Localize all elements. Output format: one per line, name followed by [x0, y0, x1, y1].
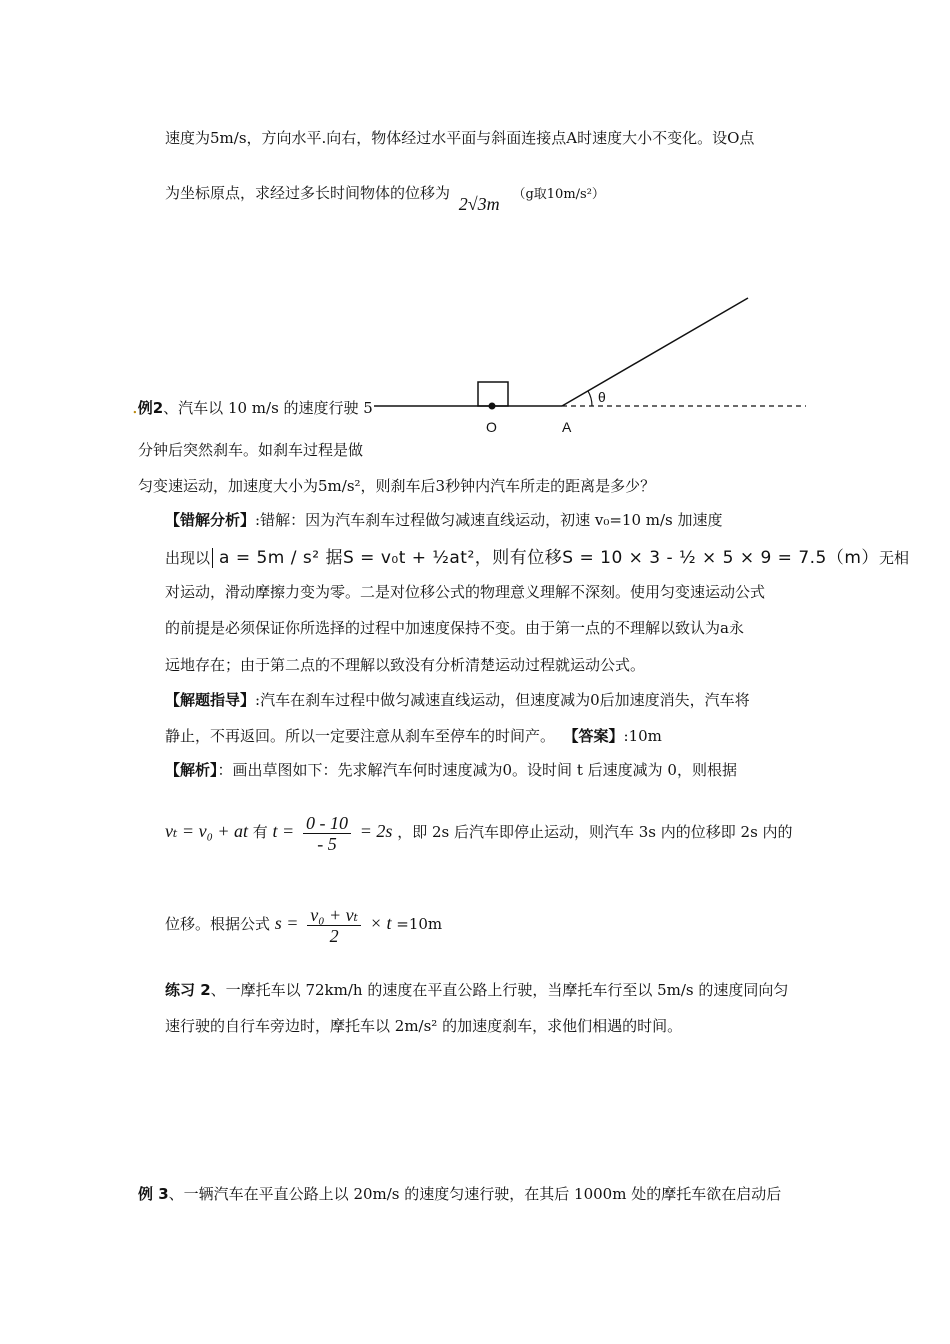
error-text: :错解：因为汽车刹车过程做匀减速直线运动，初速 v₀=10 m/s 加速度 — [255, 511, 723, 529]
analysis-line1 — [165, 760, 737, 780]
example3-text: 、一辆汽车在平直公路上以 20m/s 的速度匀速行驶，在其后 1000m 处的摩托车欲在启动后 — [168, 1185, 782, 1203]
error-analysis-line2 — [165, 540, 909, 576]
eq2-fraction — [307, 905, 361, 946]
error-analysis-line3: 对运动，滑动摩擦力变为零。二是对位移公式的物理意义理解不深刻。使用匀变速运动公式 — [165, 583, 766, 601]
eq1-mid: 有 — [252, 823, 268, 841]
error-analysis-line4: 的前提是必须保证你所选择的过程中加速度保持不变。由于第一点的不理解以致认为a永 — [165, 619, 744, 637]
example2-line1: .例2、汽车以 10 m/s 的速度行驶 5 — [132, 397, 373, 418]
eq2-denominator: 2 — [329, 925, 339, 946]
answer-text: :10m — [623, 727, 662, 745]
label-o: O — [486, 419, 497, 435]
equation-2 — [165, 898, 442, 948]
eq1-left: vₜ = v₀ + at — [165, 821, 248, 841]
point-o — [489, 403, 496, 410]
guide-line1 — [165, 690, 750, 710]
eq2-times: × t — [369, 913, 392, 933]
example3-line1 — [138, 1184, 781, 1204]
eq1-t: t = — [272, 821, 295, 841]
error-suffix: 无相 — [878, 549, 909, 567]
guide-label: 【解题指导】 — [165, 691, 256, 709]
problem1-line2 — [165, 182, 605, 214]
example2-line3: 匀变速运动，加速度大小为5m/s²，则刹车后3秒钟内汽车所走的距离是多少？ — [138, 477, 656, 495]
error-analysis-line5: 远地存在；由于第二点的不理解以致没有分析清楚运动过程就运动公式。 — [165, 656, 646, 674]
example2-line2: 分钟后突然刹车。如刹车过程是做 — [138, 441, 364, 459]
answer-label: 【答案】 — [571, 727, 624, 745]
eq2-s: s = — [274, 913, 299, 933]
error-analysis-line1 — [165, 510, 723, 530]
block — [478, 382, 508, 406]
equation-1 — [165, 806, 793, 856]
label-a: A — [562, 419, 572, 435]
eq2-numerator: v₀ + vₜ — [307, 905, 361, 926]
eq2-result: =10m — [396, 915, 443, 933]
analysis-label: 【解析】 — [165, 761, 218, 779]
practice2-title: 练习 2 — [165, 981, 211, 999]
eq1-denominator: - 5 — [317, 833, 337, 854]
guide-line2 — [165, 726, 662, 746]
problem1-note: （g取10m/s²） — [512, 187, 605, 202]
practice2-text: 、一摩托车以 72km/h 的速度在平直公路上行驶，当摩托车行至以 5m/s 的速度同向匀 — [210, 981, 789, 999]
incline-diagram — [370, 290, 820, 440]
error-label: 【错解分析】 — [165, 511, 256, 529]
eq1-numerator: 0 - 10 — [303, 813, 351, 834]
guide-text: :汽车在刹车过程中做匀减速直线运动，但速度减为0后加速度消失，汽车将 — [255, 691, 750, 709]
example3-title: 例 3 — [138, 1185, 169, 1203]
practice2-line2: 速行驶的自行车旁边时，摩托车以 2m/s² 的加速度刹车，求他们相遇的时间。 — [165, 1017, 683, 1035]
eq1-after: ，即 2s 后汽车即停止运动，则汽车 3s 内的位移即 2s 内的 — [397, 823, 793, 841]
problem1-line2-text: 为坐标原点，求经过多长时间物体的位移为 — [165, 184, 451, 202]
eq1-result: = 2s — [359, 821, 393, 841]
eq2-prefix: 位移。根据公式 — [165, 915, 271, 933]
example2-line1-text: 、汽车以 10 m/s 的速度行驶 5 — [163, 399, 373, 417]
incline-line — [562, 298, 748, 406]
error-prefix: 出现以 — [165, 549, 211, 567]
guide-text2: 静止，不再返回。所以一定要注意从刹车至停车的时间产。 — [165, 727, 556, 745]
error-formula: a = 5m / s² 据S = v₀t + ½at²，则有位移S = 10 × 3 - ½ × 5 × 9 = 7.5（m） — [212, 548, 879, 568]
analysis-text: ：画出草图如下：先求解汽车何时速度减为0。设时间 t 后速度减为 0，则根据 — [217, 761, 737, 779]
problem1-answer: 2√3m — [458, 194, 500, 214]
practice2-line1 — [165, 980, 788, 1000]
example2-title: 例2 — [137, 399, 164, 417]
problem1-line1: 速度为5m/s，方向水平.向右，物体经过水平面与斜面连接点A时速度大小不变化。设O点 — [165, 129, 755, 147]
label-theta: θ — [598, 389, 606, 405]
eq1-fraction — [303, 813, 351, 854]
angle-arc — [588, 391, 592, 406]
